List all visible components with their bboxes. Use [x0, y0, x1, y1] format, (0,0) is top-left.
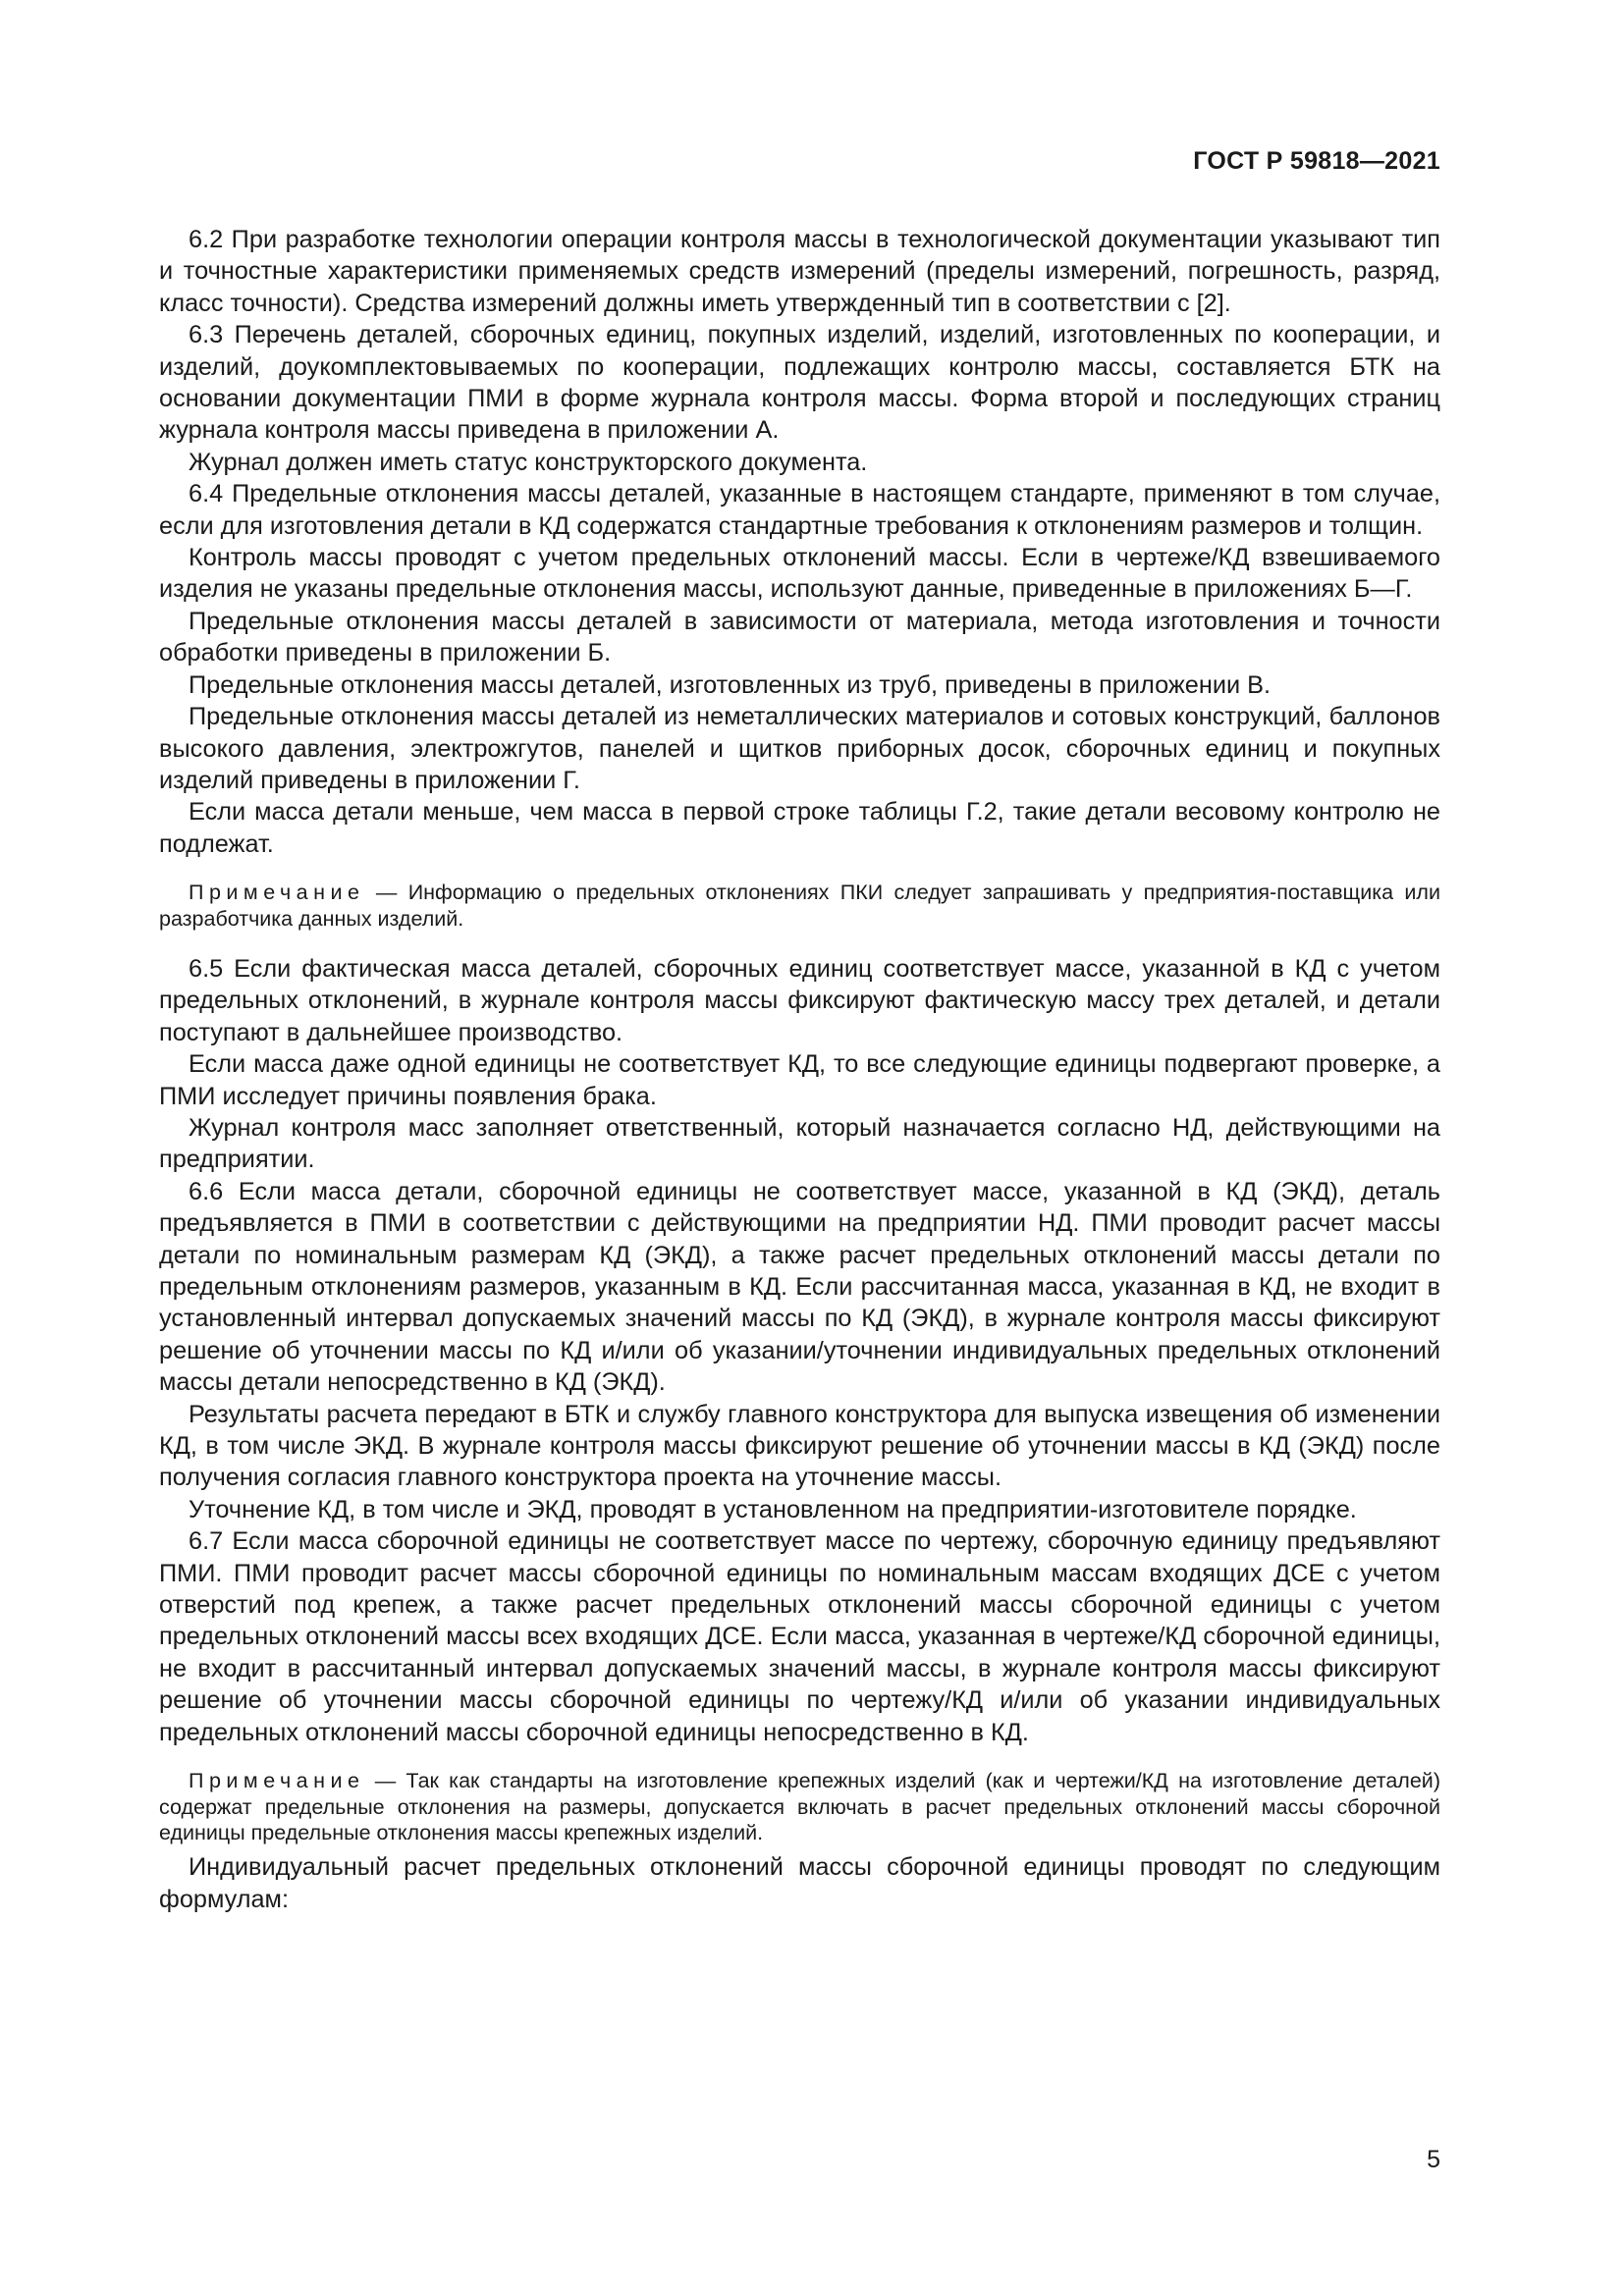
- paragraph-6-2: 6.2 При разработке технологии операции контроля массы в технологической документации указывают тип и точностные характеристики применяемых средств измерений (пределы измерений, погрешность, разряд, класс точности). Средства измерений должны иметь утвержденный тип в соответствии с [2].: [159, 226, 1440, 317]
- note-text: — Информацию о предельных отклонениях ПКИ следует запрашивать у предприятия-поставщика или разработчика данных изделий.: [159, 881, 1440, 931]
- paragraph-6-6: 6.6 Если масса детали, сборочной единицы не соответствует массе, указанной в КД (ЭКД), деталь предъявляется в ПМИ в соответствии с действующими на предприятии НД. ПМИ проводит расчет массы детали по номинальным размерам КД (ЭКД), а также расчет предельных отклонений массы детали по предельным отклонениям размеров, указанным в КД. Если рассчитанная масса, указанная в КД, не входит в установленный интервал допускаемых значений массы по КД (ЭКД), в журнале контроля массы фиксируют решение об уточнении массы по КД и/или об указании/уточнении индивидуальных предельных отклонений массы детали непосредственно в КД (ЭКД).: [159, 1177, 1440, 1397]
- paragraph-6-4: 6.4 Предельные отклонения массы деталей, указанные в настоящем стандарте, применяют в том случае, если для изготовления детали в КД содержатся стандартные требования к отклонениям размеров и толщин.: [159, 480, 1440, 540]
- standard-designation: ГОСТ Р 59818—2021: [1193, 147, 1440, 175]
- note-label: Примечание: [189, 1769, 365, 1793]
- paragraph-journal-responsible: Журнал контроля масс заполняет ответственный, который назначается согласно НД, действующими на предприятии.: [159, 1113, 1440, 1174]
- paragraph-6-3: 6.3 Перечень деталей, сборочных единиц, покупных изделий, изделий, изготовленных по кооперации, и изделий, доукомплектовываемых по кооперации, подлежащих контролю массы, составляется БТК на основании документации ПМИ в форме журнала контроля массы. Форма второй и последующих страниц журнала контроля массы приведена в приложении А.: [159, 321, 1440, 445]
- paragraph-calculation-results: Результаты расчета передают в БТК и службу главного конструктора для выпуска извещения об изменении КД, в том числе ЭКД. В журнале контроля массы фиксируют решение об уточнении массы в КД (ЭКД) после получения согласия главного конструктора проекта на уточнение массы.: [159, 1400, 1440, 1492]
- page-number: 5: [1427, 2146, 1440, 2173]
- paragraph-mass-control: Контроль массы проводят с учетом предельных отклонений массы. Если в чертеже/КД взвешиваемого изделия не указаны предельные отклонения массы, используют данные, приведенные в приложениях Б—Г.: [159, 544, 1440, 604]
- document-body: [159, 224, 1440, 1915]
- paragraph-defect-check: Если масса даже одной единицы не соответствует КД, то все следующие единицы подвергают проверке, а ПМИ исследует причины появления брака.: [159, 1050, 1440, 1110]
- paragraph-formulas-intro: Индивидуальный расчет предельных отклонений массы сборочной единицы проводят по следующим формулам:: [159, 1853, 1440, 1913]
- paragraph-appendix-g: Предельные отклонения массы деталей из неметаллических материалов и сотовых конструкций, баллонов высокого давления, электрожгутов, панелей и щитков приборных досок, сборочных единиц и покупных изделий приведены в приложении Г.: [159, 703, 1440, 794]
- paragraph-6-5: 6.5 Если фактическая масса деталей, сборочных единиц соответствует массе, указанной в КД с учетом предельных отклонений, в журнале контроля массы фиксируют фактическую массу трех деталей, и детали поступают в дальнейшее производство.: [159, 954, 1440, 1046]
- paragraph-journal-status: Журнал должен иметь статус конструкторского документа.: [189, 448, 868, 476]
- paragraph-6-7: 6.7 Если масса сборочной единицы не соответствует массе по чертежу, сборочную единицу предъявляют ПМИ. ПМИ проводит расчет массы сборочной единицы по номинальным массам входящих ДСЕ с учетом отверстий под крепеж, а также расчет предельных отклонений массы сборочной единицы с учетом предельных отклонений массы всех входящих ДСЕ. Если масса, указанная в чертеже/КД сборочной единицы, не входит в рассчитанный интервал допускаемых значений массы, в журнале контроля массы фиксируют решение об уточнении массы сборочной единицы по чертежу/КД и/или об указании индивидуальных предельных отклонений массы сборочной единицы непосредственно в КД.: [159, 1527, 1440, 1746]
- note-text: — Так как стандарты на изготовление крепежных изделий (как и чертежи/КД на изготовление деталей) содержат предельные отклонения на размеры, допускается включать в расчет предельных отклонений массы сборочной единицы предельные отклонения массы крепежных изделий.: [159, 1769, 1440, 1844]
- note-label: Примечание: [189, 881, 365, 905]
- paragraph-appendix-b: Предельные отклонения массы деталей в зависимости от материала, метода изготовления и точности обработки приведены в приложении Б.: [159, 607, 1440, 667]
- paragraph-appendix-v: Предельные отклонения массы деталей, изготовленных из труб, приведены в приложении В.: [189, 670, 1272, 699]
- paragraph-small-mass: Если масса детали меньше, чем масса в первой строке таблицы Г.2, такие детали весовому контролю не подлежат.: [159, 798, 1440, 858]
- note-fasteners: [159, 1768, 1440, 1845]
- note-pki: [159, 880, 1440, 932]
- paragraph-kd-update: Уточнение КД, в том числе и ЭКД, проводят в установленном на предприятии-изготовителе порядке.: [189, 1495, 1357, 1523]
